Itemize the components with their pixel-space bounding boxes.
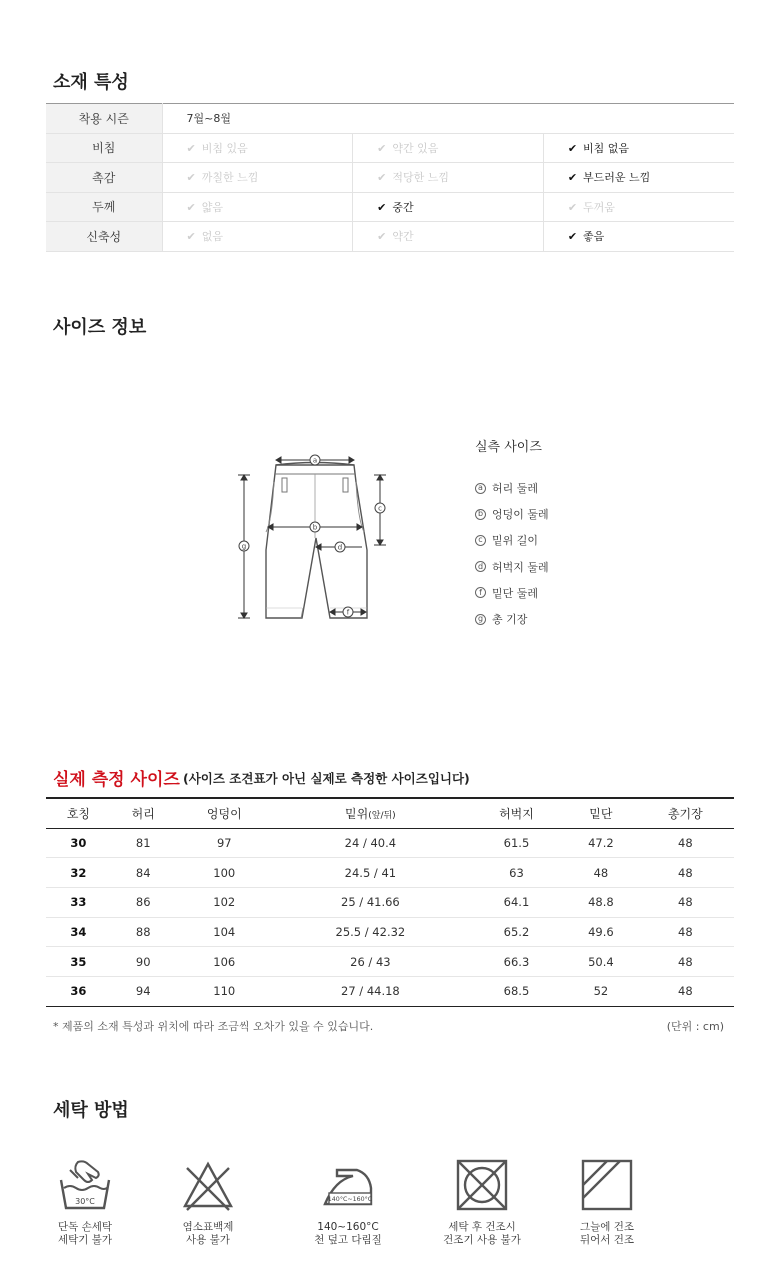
check-icon: ✔ [186,141,196,155]
table-row [46,947,734,977]
table-cell: 88 [111,917,176,947]
wash-label: 그늘에 건조 뒤어서 건조 [579,1221,635,1246]
table-row [46,887,734,917]
legend-item [475,501,549,527]
table-cell: 25 / 41.66 [273,887,468,917]
table-cell: 102 [176,887,273,917]
wash-item-iron [293,1158,403,1247]
column-header [637,798,734,828]
column-header-label: 밑단 [589,806,613,821]
svg-text:c: c [378,504,382,513]
table-cell: 110 [213,984,236,999]
legend-item [475,580,549,606]
table-cell: 47.2 [565,828,637,858]
material-option-label: 까칠한 느낌 [201,171,259,185]
table-cell: 106 [176,947,273,977]
measurement-subtitle: (사이즈 조견표가 아닌 실제로 측정한 사이즈입니다) [183,771,470,786]
column-header [111,798,176,828]
legend-label: 엉덩이 둘레 [492,508,549,522]
svg-text:30°C: 30°C [75,1197,95,1206]
legend-item [475,606,549,632]
season-value: 7월~8월 [162,104,734,134]
material-option-label: 좋음 [583,230,605,244]
table-cell: 50.4 [565,947,637,977]
material-option-label: 비침 있음 [201,141,248,155]
check-icon: ✔ [186,171,196,185]
material-option [162,222,353,252]
table-cell: 33 [46,887,111,917]
legend-item [475,527,549,553]
material-row-label: 두께 [46,192,162,222]
table-cell: 48 [637,917,734,947]
check-icon: ✔ [567,230,578,244]
table-cell: 61.5 [468,828,565,858]
material-option [353,222,544,252]
check-icon: ✔ [377,200,387,214]
table-cell: 48 [637,828,734,858]
material-option [162,133,353,163]
column-header [468,798,565,828]
measurement-title: 실제 측정 사이즈 [53,770,180,790]
wash-item-no-bleach [153,1158,263,1247]
legend-mark: f [475,587,486,598]
column-header [565,798,637,828]
material-option-label: 부드러운 느낌 [583,171,651,185]
table-cell: 68.5 [503,984,530,999]
legend-label: 허리 둘레 [492,482,539,496]
svg-text:a: a [312,456,318,465]
table-cell: 35 [46,947,111,977]
table-cell: 49.6 [565,917,637,947]
table-cell: 52 [593,984,609,999]
wash-label: 염소표백제 사용 불가 [182,1221,234,1246]
pants-diagram [230,440,400,630]
material-row-label: 신축성 [46,222,162,252]
table-cell: 24.5 / 41 [273,858,468,888]
material-table [46,103,734,252]
hand-wash-icon [58,1158,112,1212]
table-cell: 27 / 44.18 [341,984,400,999]
check-icon: ✔ [377,230,387,244]
legend-mark: c [475,535,486,546]
legend-mark: b [475,509,486,520]
svg-text:b: b [312,523,318,532]
unit-label: (단위 : cm) [666,1020,724,1033]
table-cell: 48 [565,858,637,888]
no-tumble-dry-icon [455,1158,509,1212]
table-row [46,917,734,947]
legend-mark: d [475,561,486,572]
check-icon: ✔ [567,200,578,214]
material-option-label: 두꺼움 [583,200,615,214]
legend-item [475,554,549,580]
table-cell: 97 [176,828,273,858]
table-cell: 100 [176,858,273,888]
table-cell: 81 [111,828,176,858]
table-row [46,976,734,1006]
legend-label: 밑단 둘레 [492,586,539,600]
legend-title: 실측 사이즈 [475,440,542,455]
table-cell: 48 [637,947,734,977]
material-row-label: 비침 [46,133,162,163]
table-cell: 86 [111,887,176,917]
check-icon: ✔ [377,141,387,155]
column-header [46,798,111,828]
material-title: 소재 특성 [53,72,129,93]
material-option-label: 약간 있음 [392,141,439,155]
iron-icon [321,1158,375,1212]
material-option-selected [543,133,734,163]
material-option [353,163,544,193]
svg-text:g: g [241,542,247,551]
material-option-selected [543,222,734,252]
season-row [46,104,734,134]
table-cell: 94 [135,984,151,999]
legend-mark: a [475,483,486,494]
wash-item-shade-dry [552,1158,662,1247]
svg-text:f: f [346,608,350,617]
column-header [273,798,468,828]
legend-label: 총 기장 [492,613,528,627]
tolerance-note: * 제품의 소재 특성과 위치에 따라 조금씩 오차가 있을 수 있습니다. [53,1020,374,1033]
material-option [162,192,353,222]
table-row [46,828,734,858]
table-cell: 48 [637,887,734,917]
size-info-title: 사이즈 정보 [53,317,147,338]
material-option-label: 비침 없음 [583,141,630,155]
material-option-label: 중간 [392,200,414,214]
wash-label: 140~160°C 천 덮고 다림질 [314,1221,382,1246]
check-icon: ✔ [186,200,196,214]
material-option [543,192,734,222]
table-cell: 66.3 [468,947,565,977]
material-option [162,163,353,193]
table-cell: 48 [637,858,734,888]
table-cell: 34 [46,917,111,947]
column-header-label: 허벅지 [499,806,534,821]
material-row [46,192,734,222]
column-header-label: 호칭 [66,806,90,821]
svg-text:140°C~160°C: 140°C~160°C [327,1196,373,1203]
table-cell: 26 / 43 [273,947,468,977]
material-row [46,222,734,252]
legend-label: 밑위 길이 [492,534,539,548]
table-cell: 63 [468,858,565,888]
table-cell: 48 [678,984,693,999]
column-header-label: 엉덩이 [206,806,242,821]
wash-label: 세탁 후 건조시 건조기 사용 불가 [443,1221,521,1246]
material-option-label: 없음 [201,230,223,244]
size-table [46,797,734,1007]
check-icon: ✔ [186,230,196,244]
wash-item-hand-wash [30,1158,140,1247]
material-option-label: 약간 [392,230,414,244]
material-option-selected [543,163,734,193]
measurement-legend [475,436,549,632]
column-header-label: 총기장 [667,806,703,821]
check-icon: ✔ [377,171,387,185]
material-option-selected [353,192,544,222]
table-row [46,858,734,888]
table-cell: 64.1 [468,887,565,917]
check-icon: ✔ [567,141,578,155]
table-cell: 25.5 / 42.32 [273,917,468,947]
table-cell: 30 [46,828,111,858]
check-icon: ✔ [567,171,578,185]
material-row [46,133,734,163]
washing-title: 세탁 방법 [53,1100,129,1121]
legend-mark: g [475,614,486,625]
table-cell: 90 [111,947,176,977]
table-cell: 32 [46,858,111,888]
material-option-label: 적당한 느낌 [392,171,450,185]
table-cell: 104 [176,917,273,947]
material-option [353,133,544,163]
table-cell: 84 [111,858,176,888]
table-cell: 65.2 [468,917,565,947]
shade-dry-icon [580,1158,634,1212]
season-label: 착용 시즌 [46,104,162,134]
table-cell: 24 / 40.4 [273,828,468,858]
wash-label: 단독 손세탁 세탁기 불가 [57,1221,113,1246]
no-bleach-icon [181,1158,235,1212]
rise-suffix: (앞/뒤) [368,810,396,821]
material-row-label: 촉감 [46,163,162,193]
legend-label: 허벅지 둘레 [492,560,549,574]
column-header-label: 밑위 [345,806,369,821]
table-cell: 48.8 [565,887,637,917]
material-option-label: 얇음 [201,200,223,214]
table-cell: 36 [70,984,87,999]
material-row [46,163,734,193]
column-header-label: 허리 [131,806,155,821]
legend-item [475,475,549,501]
wash-item-no-tumble-dry [427,1158,537,1247]
svg-text:d: d [337,543,343,552]
column-header [176,798,273,828]
